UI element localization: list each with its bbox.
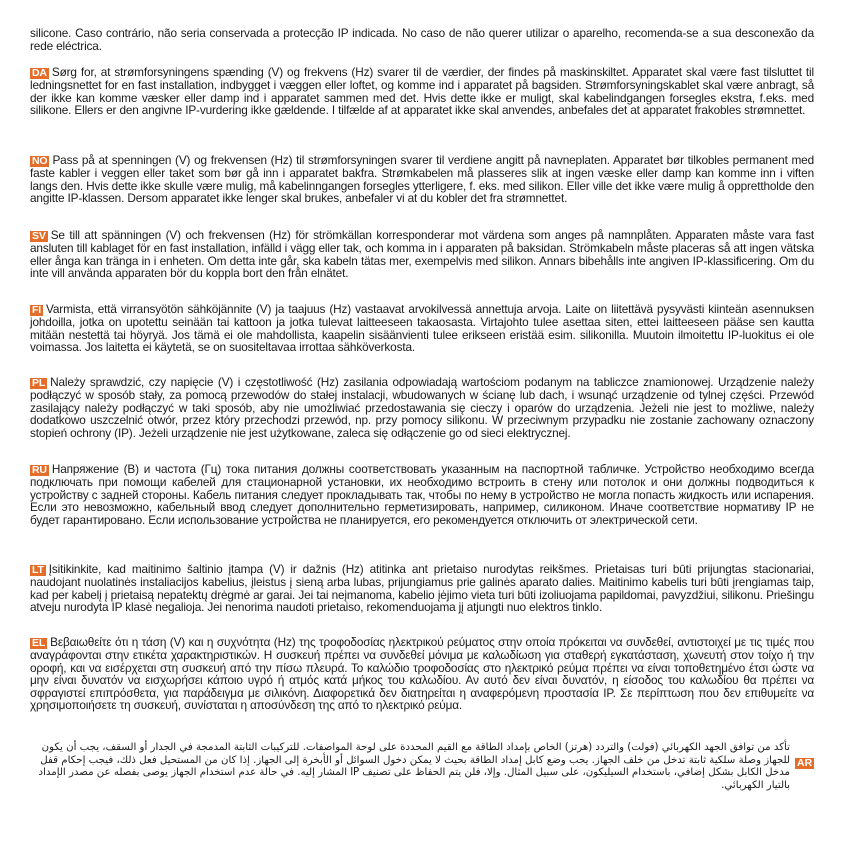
section-el [30,636,814,712]
lang-badge-da: DA [32,67,47,79]
section-da [30,66,814,117]
section-text: Sørg for, at strømforsyningens spænding (V) og frekvens (Hz) svarer til de værdier, der findes på maskinskiltet. Apparatet skal være fast tilsluttet til ledningsnettet for en fast installation, indbygget i væggen eller loftet, og komme ind i apparatet på bagsiden. Strømforsyningskablet skal være anbragt, så der ikke kan komme væsker eller damp ind i apparatet sammen med det. Hvis dette ikke er muligt, skal kabelindgangen forsegles ekstra, f.eks. med silikone. Ellers er den angivne IP-vurdering ikke gældende. I tilfælde af at apparatet ikke skal anvendes, anbefales det at apparatet frakobles strømnettet. [30,65,814,118]
section-text: Se till att spänningen (V) och frekvensen (Hz) för strömkällan korresponderar mot värdena som anges på namnplåten. Apparaten måste vara fast ansluten till kablaget för en fast installation, infälld i vägg eller tak, och komma in i apparaten på baksidan. Strömkabeln måste placeras så att ingen vätska eller ånga kan tränga in i enheten. Om detta inte går, ska kabeln tätas mer, exempelvis med silikon. Annars bibehålls inte angiven IP-klassificering. Om du inte vill använda apparaten bör du koppla bort den från elnätet. [30,228,814,281]
section-no [30,154,814,205]
section-ar [30,742,790,792]
lang-badge-pl: PL [32,377,46,389]
lang-badge-sv: SV [32,230,46,242]
section-text: Varmista, että virransyötön sähköjännite (V) ja taajuus (Hz) vastaavat arvokilvessä annettuja arvoja. Laite on liitettävä pysyvästi kiinteän asennuksen johdoilla, jotka on upotettu seinään tai kattoon ja jotka tulevat laitteeseen takaosasta. Virtajohto tulee asettaa siten, ettei laitteeseen pääse sen kautta mitään nestettä tai höyryä. Jos tämä ei ole mahdollista, kaapelin sisäänvienti tulee erikseen eristää esim. silikonilla. Muutoin ilmoitettu IP-luokitus ei ole voimassa. Jos laitetta ei käytetä, se on suositeltavaa irrottaa sähköverkosta. [30,302,814,355]
section-text: Βεβαιωθείτε ότι η τάση (V) και η συχνότητα (Hz) της τροφοδοσίας ηλεκτρικού ρεύματος στην οποία πρόκειται να συνδεθεί, αντιστοιχεί με τις τιμές που αναγράφονται στην ετικέτα χαρακτηριστικών. Η συσκευή πρέπει να συνδεθεί μόνιμα με καλωδίωση για σταθερή εγκατάσταση, χωνευτή στον τοίχο ή την οροφή, και να εισέρχεται στη συσκευή από την πίσω πλευρά. Το καλώδιο τροφοδοσίας στο ηλεκτρικό ρεύμα πρέπει να είναι τοποθετημένο έτσι ώστε να μην είναι δυνατόν να εισχωρήσει κάποιο υγρό ή ατμός κατά μήκος του καλωδίου. Αν αυτό δεν είναι δυνατόν, η είσοδος του καλωδίου θα πρέπει να σφραγιστεί επιπρόσθετα, για παράδειγμα με σιλικόνη. Διαφορετικά δεν διατηρείται η αναφερόμενη προστασία IP. Σε περίπτωση που δεν επιθυμείτε να χρησιμοποιήσετε τη συσκευή, συνίσταται η αποσύνδεση της από το ηλεκτρικό ρεύμα. [30,635,814,713]
section-pt-continuation [30,27,814,52]
lang-badge-el: EL [32,637,46,649]
lang-badge-ru: RU [32,464,47,476]
section-text: Напряжение (В) и частота (Гц) тока питания должны соответствовать указанным на паспортной табличке. Устройство необходимо всегда подключать при помощи кабелей для стационарной установки, их необходимо встроить в стену или потолок и они должны подводиться к устройству с задней стороны. Кабель питания следует прокладывать так, чтобы по нему в устройство не могла попасть жидкость или испарения. Если это невозможно, кабельный ввод следует дополнительно герметизировать, например, силиконом. Иначе соответствие нормативу IP не будет гарантировано. Если использование устройства не планируется, его рекомендуется отключить от электрической сети. [30,462,814,527]
section-lt [30,563,814,614]
section-text: silicone. Caso contrário, não seria conservada a protecção IP indicada. No caso de não querer utilizar o aparelho, recomenda-se a sua desconexão da rede eléctrica. [30,26,814,53]
section-fi [30,303,814,354]
section-text: Należy sprawdzić, czy napięcie (V) i częstotliwość (Hz) zasilania odpowiadają wartościom podanym na tabliczce znamionowej. Urządzenie należy podłączyć w sposób stały, za pomocą przewodów do stałej instalacji, wbudowanych w ścianę lub dach, i wsunąć urządzenie od tylnej części. Przewód zasilający należy podłączyć w taki sposób, aby nie umożliwiać przedostawania się cieczy i oparów do urządzenia. Jeżeli nie jest to możliwe, należy dodatkowo uszczelnić otwór, przez który przechodzi przewód, np. przy pomocy silikonu. W przeciwnym przypadku nie zostanie zachowany oznaczony stopień ochrony (IP). Jeżeli urządzenie nie jest użytkowane, zaleca się odłączenie go od sieci elektrycznej. [30,375,814,440]
section-sv [30,229,814,280]
section-pl [30,376,814,439]
section-ru [30,463,814,526]
lang-badge-no: NO [32,155,48,167]
lang-badge-lt: LT [32,564,44,576]
section-text: Įsitikinkite, kad maitinimo šaltinio įtampa (V) ir dažnis (Hz) atitinka ant prietaiso nurodytas reikšmes. Prietaisas turi būti prijungtas stacionariai, naudojant nuolatinės instaliacijos kabelius, įleistus į sieną arba lubas, prijungiamus prie galinės aparato dalies. Maitinimo kabelis turi būti įrengiamas taip, kad per kabelį į prietaisą nepatektų drėgmė ar garai. Jei tai neįmanoma, kabelio įėjimo vieta turi būti izoliuojama papildomai, pavyzdžiui, silikonu. Priešingu atveju nurodyta IP klasė negalioja. Jei nenorima naudoti prietaiso, rekomenduojama jį atjungti nuo elektros tinklo. [30,562,814,615]
section-text: تأكد من توافق الجهد الكهربائي (فولت) والتردد (هرتز) الخاص بإمداد الطاقة مع القيم المحددة على لوحة المواصفات. للتركيبات الثابتة المدمجة في الجدار أو السقف، يجب أن يكون للجهاز وصلة سلكية ثابتة تدخل من خلف الجهاز. يجب وضع كابل إمداد الطاقة بحيث لا يمكن دخول السوائل أو الأبخرة إلى الجهاز. إذا كان من المستحيل فعل ذلك، فيجب إحكام قفل مدخل الكابل بشكل إضافي، باستخدام السيليكون، على سبيل المثال. وإلا، فلن يتم الحفاظ على تصنيف IP المشار إليه. في حالة عدم استخدام الجهاز يوصى بفصله عن مصدر الإمداد بالتيار الكهربائي. [38,742,790,791]
lang-badge-ar: AR [797,757,813,769]
lang-badge-fi: FI [32,304,42,316]
section-text: Pass på at spenningen (V) og frekvensen (Hz) til strømforsyningen svarer til verdiene angitt på navneplaten. Apparatet bør tilkobles permanent med faste kabler i veggen eller taket som bør gå inn i apparatet bakfra. Strømkabelen må plasseres slik at ingen væske eller damp kan komme inn i viften langs den. Hvis dette ikke skulle være mulig, må kabelinngangen forsegles ytterligere, f. eks. med silikon. Eller ville det ikke være mulig å opprettholde den angitte IP-klassen. Dersom apparatet ikke lenger skal brukes, anbefaler vi at du kobler det fra strømnettet. [30,153,814,206]
